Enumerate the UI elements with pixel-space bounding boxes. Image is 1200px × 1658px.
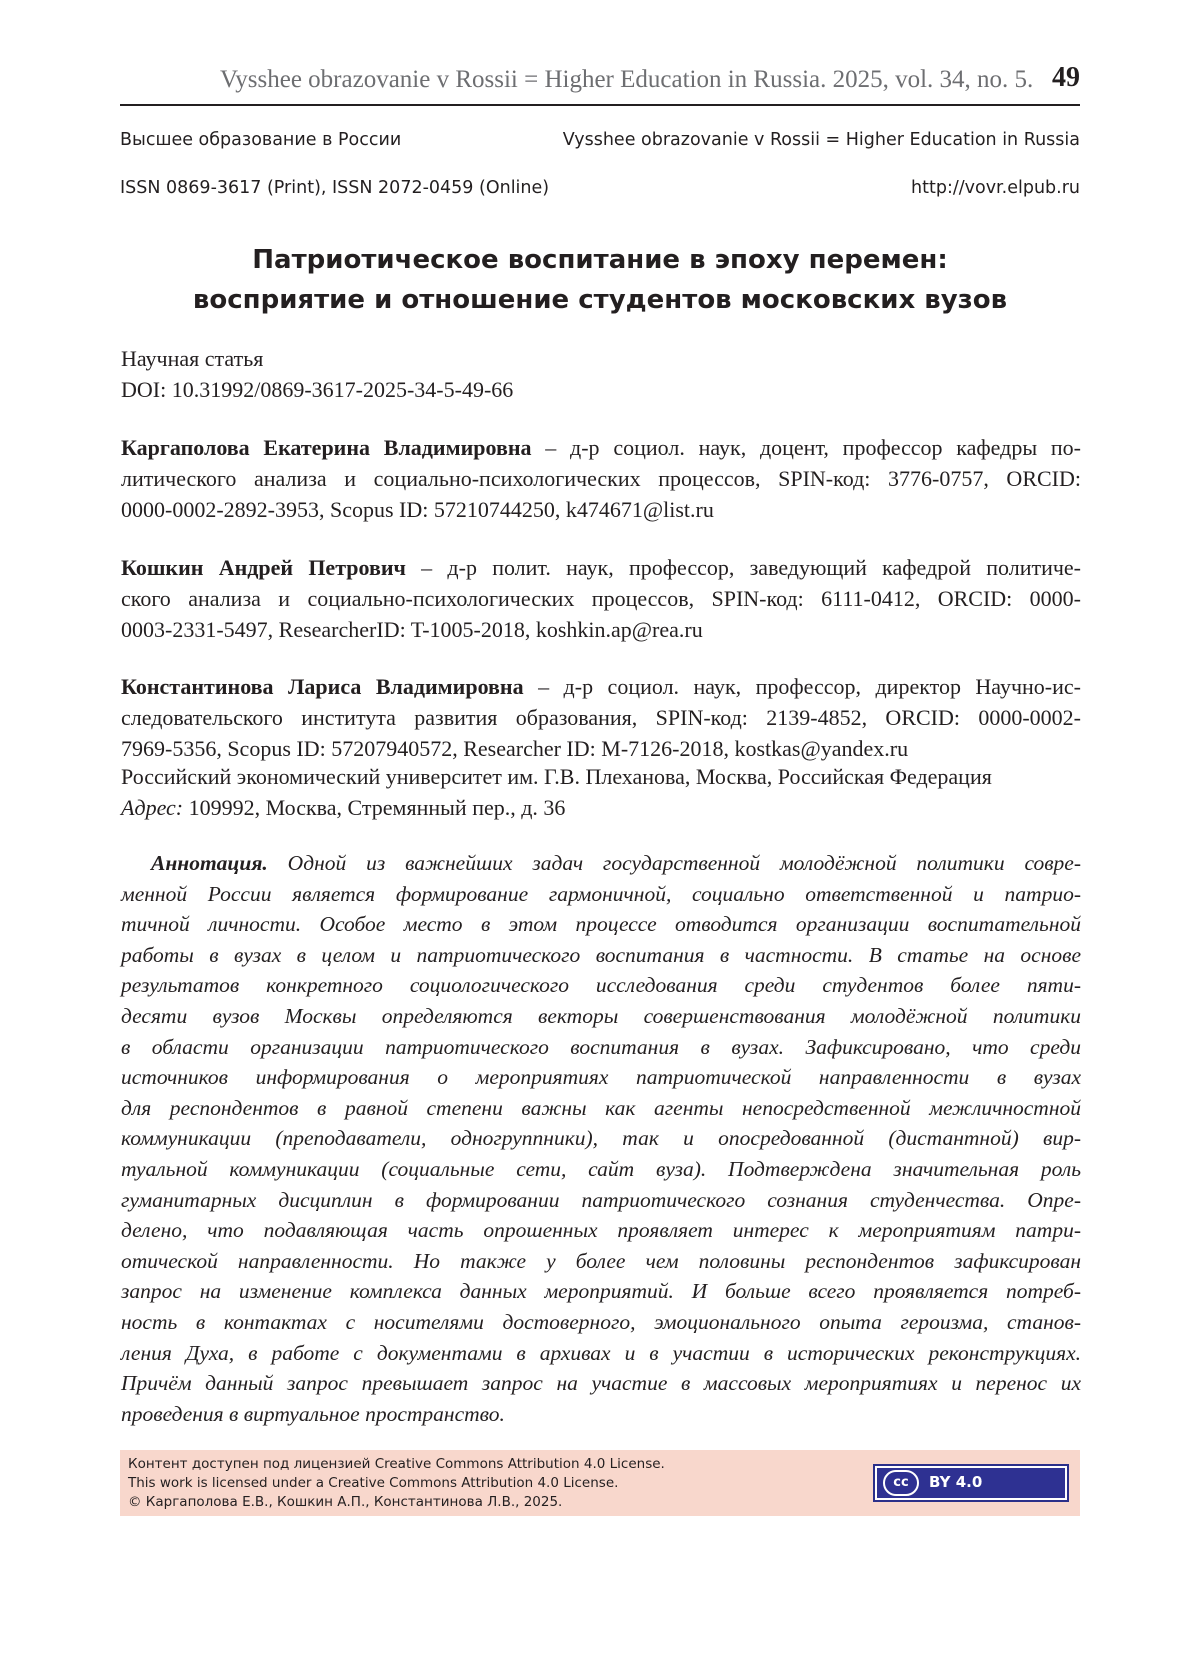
page-number: 49 xyxy=(1052,62,1080,93)
journal-name-row xyxy=(120,130,1080,156)
author-line xyxy=(121,552,1081,583)
author-name: Кошкин Андрей Петрович xyxy=(121,555,406,580)
address xyxy=(121,795,565,821)
abstract-line xyxy=(121,848,1081,879)
journal-issn: ISSN 0869-3617 (Print), ISSN 2072-0459 (Online) xyxy=(120,178,550,198)
abstract-line: источников информирования о мероприятиях патриотической направленности в вузах xyxy=(121,1065,1081,1090)
abstract-line: проведения в виртуальное пространство. xyxy=(121,1401,505,1426)
abstract xyxy=(121,848,1081,1429)
abstract-line: гуманитарных дисциплин в формировании патриотического сознания студенчества. Опре- xyxy=(121,1187,1081,1212)
article-title-line: Патриотическое воспитание в эпоху перемен: xyxy=(252,245,948,275)
author-details: – д-р социол. наук, доцент, профессор кафедры по- xyxy=(531,435,1081,460)
author-entry xyxy=(121,552,1081,645)
abstract-line: для респондентов в равной степени важны как агенты непосредственной межличностной xyxy=(121,1095,1081,1120)
article-doi[interactable]: DOI: 10.31992/0869-3617-2025-34-5-49-66 xyxy=(121,377,514,402)
abstract-line: коммуникации (преподаватели, одногруппники), так и опосредованной (дистантной) вир- xyxy=(121,1126,1081,1151)
author-name: Каргаполова Екатерина Владимировна xyxy=(121,435,532,460)
author-line xyxy=(121,671,1081,702)
address-label: Адрес: xyxy=(121,795,184,820)
author-line: ского анализа и социально-психологических процессов, SPIN-код: 6111-0412, ORCID: 0000- xyxy=(121,586,1081,611)
abstract-label: Аннотация. xyxy=(151,851,268,875)
journal-name-ru: Высшее образование в России xyxy=(120,130,402,150)
article-title xyxy=(120,240,1080,320)
journal-url[interactable]: http://vovr.elpub.ru xyxy=(911,178,1080,198)
abstract-line: ления Духа, в работе с документами в архивах и в участии в исторических реконструкциях. xyxy=(121,1340,1081,1365)
affiliation: Российский экономический университет им. Г.В. Плеханова, Москва, Российская Федерация xyxy=(121,764,992,789)
abstract-text: Одной из важнейших задач государственной молодёжной политики совре- xyxy=(267,851,1081,875)
license-line-en: This work is licensed under a Creative Commons Attribution 4.0 License. xyxy=(128,1475,619,1491)
author-line xyxy=(121,432,1081,463)
cc-by-badge[interactable] xyxy=(873,1464,1069,1502)
journal-name-en: Vysshee obrazovanie v Rossii = Higher Education in Russia xyxy=(562,130,1080,150)
author-line: следовательского института развития образования, SPIN-код: 2139-4852, ORCID: 0000-0002- xyxy=(121,705,1081,730)
abstract-line: работы в вузах в целом и патриотического воспитания в частности. В статье на основе xyxy=(121,942,1081,967)
author-entry xyxy=(121,432,1081,525)
author-entry xyxy=(121,671,1081,764)
abstract-line: запрос на изменение комплекса данных мероприятий. И больше всего проявляется потреб- xyxy=(121,1279,1081,1304)
author-details: – д-р полит. наук, профессор, заведующий кафедрой политиче- xyxy=(405,555,1082,580)
copyright-line: © Каргаполова Е.В., Кошкин А.П., Константинова Л.В., 2025. xyxy=(128,1494,563,1510)
license-text xyxy=(128,1455,665,1512)
author-line: 0003-2331-5497, ResearcherID: T-1005-2018, koshkin.ap@rea.ru xyxy=(121,617,703,642)
abstract-line: результатов конкретного социологического исследования среди студентов более пяти- xyxy=(121,973,1081,998)
abstract-line: ность в контактах с носителями достоверного, эмоционального опыта героизма, станов- xyxy=(121,1309,1081,1334)
abstract-line: туальной коммуникации (социальные сети, сайт вуза). Подтверждена значительная роль xyxy=(121,1156,1081,1181)
running-title: Vysshee obrazovanie v Rossii = Higher Education in Russia. 2025, vol. 34, no. 5. xyxy=(220,66,1034,93)
abstract-line: менной России является формирование гармоничной, социально ответственной и патрио- xyxy=(121,881,1081,906)
author-line: 0000-0002-2892-3953, Scopus ID: 57210744250, k474671@list.ru xyxy=(121,497,714,522)
author-name: Константинова Лариса Владимировна xyxy=(121,674,524,699)
license-line-ru: Контент доступен под лицензией Creative Commons Attribution 4.0 License. xyxy=(128,1456,665,1472)
abstract-line: тичной личности. Особое место в этом процессе отводится организации воспитательной xyxy=(121,912,1081,937)
cc-icon: cc xyxy=(883,1470,919,1496)
article-type: Научная статья xyxy=(121,346,264,371)
author-line: литического анализа и социально-психологических процессов, SPIN-код: 3776-0757, ORCID: xyxy=(121,466,1081,491)
abstract-line: Причём данный запрос превышает запрос на участие в массовых мероприятиях и перенос их xyxy=(121,1371,1081,1396)
cc-badge-body xyxy=(877,1468,1065,1498)
address-value: 109992, Москва, Стремянный пер., д. 36 xyxy=(183,795,566,820)
abstract-line: в области организации патриотического воспитания в вузах. Зафиксировано, что среди xyxy=(121,1034,1081,1059)
abstract-line: делено, что подавляющая часть опрошенных проявляет интерес к мероприятиям патри- xyxy=(121,1218,1081,1243)
author-line: 7969-5356, Scopus ID: 57207940572, Researcher ID: M-7126-2018, kostkas@yandex.ru xyxy=(121,736,909,761)
journal-id-row xyxy=(120,178,1080,204)
running-header xyxy=(120,58,1080,106)
author-details: – д-р социол. наук, профессор, директор Научно-ис- xyxy=(523,674,1081,699)
abstract-line: отической направленности. Но также у более чем половины респондентов зафиксирован xyxy=(121,1248,1081,1273)
abstract-line: десяти вузов Москвы определяются векторы совершенствования молодёжной политики xyxy=(121,1003,1081,1028)
article-title-line: восприятие и отношение студентов московских вузов xyxy=(192,285,1008,315)
cc-license-label: BY 4.0 xyxy=(929,1473,983,1491)
license-box xyxy=(120,1450,1080,1516)
